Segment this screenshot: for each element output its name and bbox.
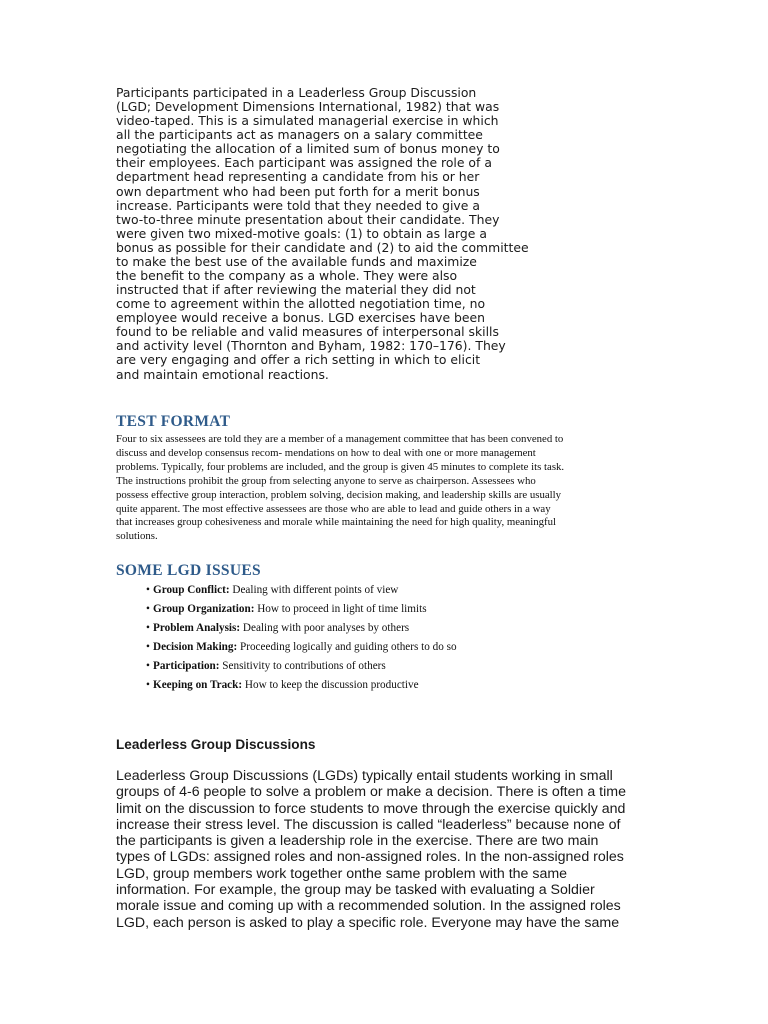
text-line: information. For example, the group may be tasked with evaluating a Soldier (116, 882, 595, 899)
list-item (146, 659, 457, 678)
text-line: come to agreement within the allotted negotiation time, no (116, 296, 486, 312)
text-line: The instructions prohibit the group from selecting anyone to serve as chairperson. Assessees who (116, 474, 536, 487)
issue-description: Dealing with different points of view (229, 584, 399, 596)
text-line: (LGD; Development Dimensions International, 1982) that was (116, 99, 500, 115)
text-line: the participants is given a leadership role in the exercise. There are two main (116, 833, 599, 850)
text-line: problems. Typically, four problems are included, and the group is given 45 minutes to complete its task. (116, 460, 565, 473)
list-item (146, 678, 457, 697)
text-line: limit on the discussion to force students to move through the exercise quickly and (116, 800, 626, 817)
text-line: groups of 4-6 people to solve a problem or make a decision. There is often a time (116, 784, 626, 801)
test-format-paragraph (116, 433, 656, 544)
bullet-icon: • (146, 641, 150, 653)
lgd-issues-list (146, 583, 457, 697)
list-item (146, 621, 457, 640)
issue-term: Keeping on Track: (153, 679, 243, 691)
text-line: the benefit to the company as a whole. They were also (116, 268, 458, 284)
test-format-heading: TEST FORMAT (116, 413, 231, 430)
text-line: their employees. Each participant was assigned the role of a (116, 155, 492, 171)
issue-description: Dealing with poor analyses by others (240, 622, 410, 634)
text-line: video-taped. This is a simulated managerial exercise in which (116, 113, 499, 129)
issue-term: Group Organization: (153, 603, 255, 615)
text-line: own department who had been put forth for a merit bonus (116, 183, 480, 199)
list-item (146, 602, 457, 621)
text-line: and maintain emotional reactions. (116, 366, 329, 382)
bullet-icon: • (146, 603, 150, 615)
bullet-icon: • (146, 584, 150, 596)
text-line: employee would receive a bonus. LGD exercises have been (116, 310, 485, 326)
issue-description: Sensitivity to contributions of others (219, 660, 386, 672)
list-item (146, 640, 457, 659)
text-line: and activity level (Thornton and Byham, 1982: 170–176). They (116, 338, 506, 354)
text-line: bonus as possible for their candidate and (2) to aid the committee (116, 239, 529, 255)
issue-description: How to proceed in light of time limits (254, 603, 427, 615)
text-line: types of LGDs: assigned roles and non-assigned roles. In the non-assigned roles (116, 849, 624, 866)
text-line: to make the best use of the available funds and maximize (116, 253, 477, 269)
issue-description: How to keep the discussion productive (242, 679, 419, 691)
lgd-section-heading: Leaderless Group Discussions (116, 737, 316, 752)
bullet-icon: • (146, 660, 150, 672)
issue-term: Group Conflict: (153, 584, 230, 596)
text-line: LGD, group members work together onthe same problem with the same (116, 865, 568, 882)
text-line: LGD, each person is asked to play a specific role. Everyone may have the same (116, 914, 620, 931)
list-item (146, 583, 457, 602)
text-line: instructed that if after reviewing the material they did not (116, 282, 476, 298)
text-line: solutions. (116, 530, 158, 543)
text-line: Four to six assessees are told they are a member of a management committee that has been convened to (116, 433, 564, 445)
bullet-icon: • (146, 622, 150, 634)
text-line: all the participants act as managers on a salary committee (116, 127, 483, 143)
text-line: were given two mixed-motive goals: (1) to obtain as large a (116, 225, 487, 241)
lgd-issues-heading: SOME LGD ISSUES (116, 562, 261, 579)
text-line: negotiating the allocation of a limited sum of bonus money to (116, 141, 500, 157)
intro-paragraph (116, 86, 576, 382)
text-line: discuss and develop consensus recom- mendations on how to deal with one or more management (116, 446, 536, 459)
text-line: possess effective group interaction, problem solving, decision making, and leadership skills are usually (116, 488, 562, 501)
text-line: that increases group cohesiveness and morale while maintaining the need for high quality, meaningful (116, 516, 557, 529)
text-line: are very engaging and offer a rich setting in which to elicit (116, 352, 481, 368)
text-line: Participants participated in a Leaderless Group Discussion (116, 85, 477, 100)
lgd-paragraph (116, 768, 656, 931)
text-line: Leaderless Group Discussions (LGDs) typically entail students working in small (116, 768, 613, 784)
bullet-icon: • (146, 679, 150, 691)
text-line: increase. Participants were told that they needed to give a (116, 197, 480, 213)
text-line: increase their stress level. The discussion is called “leaderless” because none of (116, 816, 621, 833)
text-line: two-to-three minute presentation about their candidate. They (116, 211, 500, 227)
issue-term: Participation: (153, 660, 220, 672)
text-line: department head representing a candidate from his or her (116, 169, 480, 185)
issue-term: Decision Making: (153, 641, 238, 653)
text-line: quite apparent. The most effective assessees are those who are able to lead and guide others in a way (116, 502, 551, 515)
issue-term: Problem Analysis: (153, 622, 241, 634)
text-line: morale issue and coming up with a recommended solution. In the assigned roles (116, 898, 621, 915)
text-line: found to be reliable and valid measures of interpersonal skills (116, 324, 499, 340)
issue-description: Proceeding logically and guiding others to do so (237, 641, 457, 653)
